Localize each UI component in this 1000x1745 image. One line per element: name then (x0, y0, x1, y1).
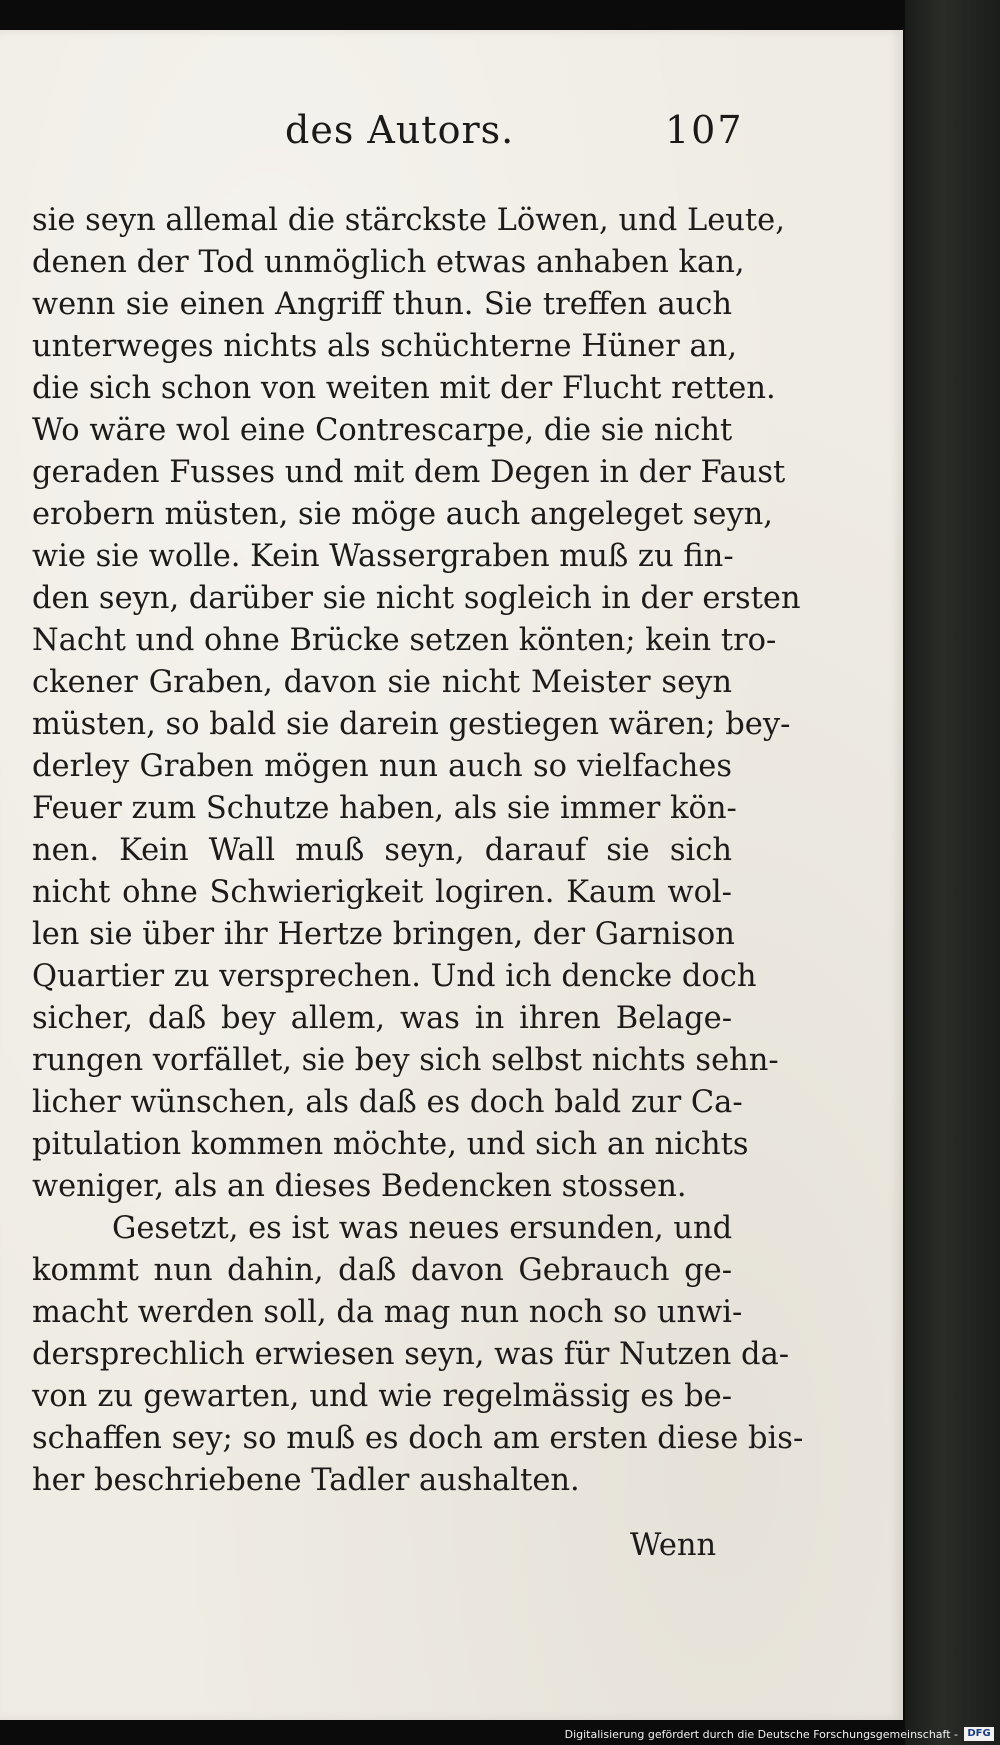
text-line: die sich schon von weiten mit der Flucht retten. (32, 371, 776, 406)
text-line: dersprechlich erwiesen seyn, was für Nutzen da- (32, 1337, 790, 1372)
text-line-paragraph-start: Gesetzt, es ist was neues ersunden, und (112, 1211, 733, 1246)
catchword: Wenn (630, 1528, 717, 1563)
text-line: denen der Tod unmöglich etwas anhaben kan, (32, 245, 745, 280)
text-line: sie seyn allemal die stärckste Löwen, und Leute, (32, 203, 785, 238)
book-page (0, 30, 903, 1720)
text-line: wenn sie einen Angriff thun. Sie treffen auch (32, 287, 732, 322)
page-header (0, 108, 903, 168)
text-line: Quartier zu versprechen. Und ich dencke doch (32, 959, 757, 994)
page-number: 107 (665, 108, 744, 152)
text-line: weniger, als an dieses Bedencken stossen. (32, 1169, 687, 1204)
running-head: des Autors. (285, 108, 515, 152)
text-line: her beschriebene Tadler aushalten. (32, 1463, 580, 1498)
book-edge-strip (905, 0, 1000, 1745)
dfg-logo: DFG (964, 1727, 994, 1741)
digitization-credit: Digitalisierung gefördert durch die Deutsche Forschungsgemeinschaft - (564, 1728, 958, 1741)
text-line: derley Graben mögen nun auch so vielfaches (32, 749, 732, 784)
text-line: unterweges nichts als schüchterne Hüner an, (32, 329, 738, 364)
text-line: wie sie wolle. Kein Wassergraben muß zu fin- (32, 539, 734, 574)
text-line: den seyn, darüber sie nicht sogleich in der ersten (32, 581, 801, 616)
body-text (32, 200, 804, 1502)
text-line: Nacht und ohne Brücke setzen könten; kein tro- (32, 623, 777, 658)
text-line: ckener Graben, davon sie nicht Meister seyn (32, 665, 732, 700)
text-line: schaffen sey; so muß es doch am ersten diese bis- (32, 1421, 804, 1456)
text-line: len sie über ihr Hertze bringen, der Garnison (32, 917, 735, 952)
text-line: erobern müsten, sie möge auch angeleget seyn, (32, 497, 773, 532)
text-line: müsten, so bald sie darein gestiegen wären; bey- (32, 707, 791, 742)
text-line: von zu gewarten, und wie regelmässig es be- (32, 1379, 732, 1414)
text-line: macht werden soll, da mag nun noch so unwi- (32, 1295, 743, 1330)
text-line: geraden Fusses und mit dem Degen in der Faust (32, 455, 786, 490)
text-line: nen. Kein Wall muß seyn, darauf sie sich (32, 833, 732, 868)
text-line: Feuer zum Schutze haben, als sie immer kön- (32, 791, 737, 826)
text-line: pitulation kommen möchte, und sich an nichts (32, 1127, 749, 1162)
text-line: sicher, daß bey allem, was in ihren Belage- (32, 1001, 732, 1036)
text-line: nicht ohne Schwierigkeit logiren. Kaum wol- (32, 875, 732, 910)
text-line: Wo wäre wol eine Contrescarpe, die sie nicht (32, 413, 733, 448)
text-line: licher wünschen, als daß es doch bald zur Ca- (32, 1085, 743, 1120)
text-line: kommt nun dahin, daß davon Gebrauch ge- (32, 1253, 732, 1288)
text-line: rungen vorfället, sie bey sich selbst nichts sehn- (32, 1043, 779, 1078)
